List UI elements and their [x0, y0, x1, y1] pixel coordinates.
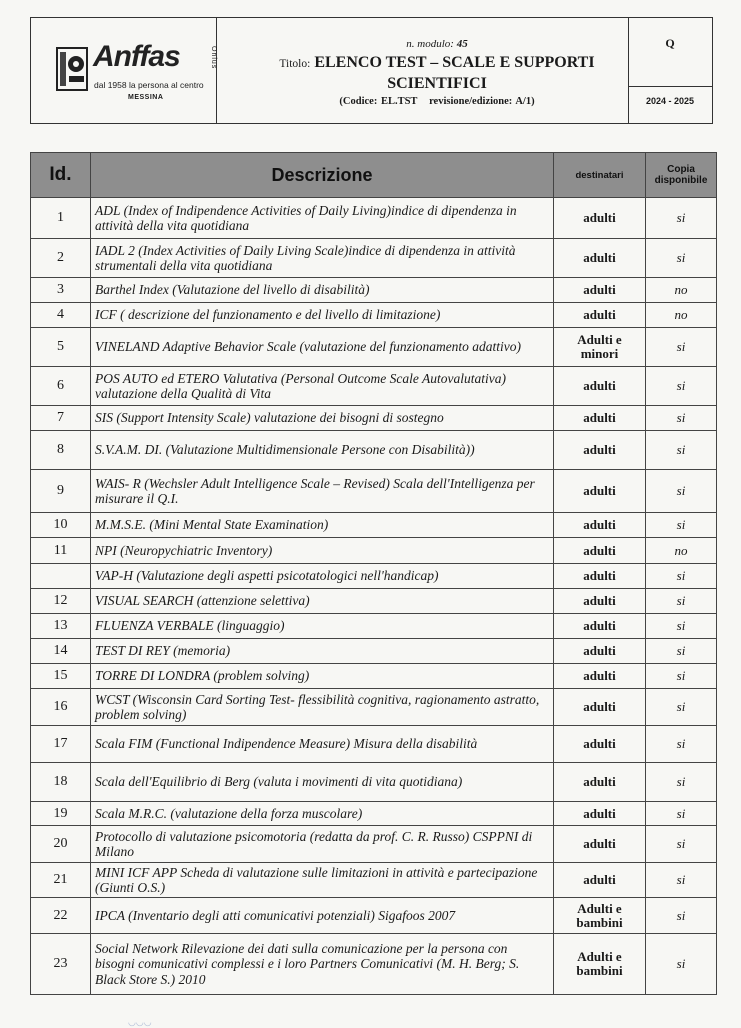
row-description: IPCA (Inventario degli atti comunicativi potenziali) Sigafoos 2007: [91, 898, 554, 934]
logo-brand-text: Anffas: [93, 40, 180, 73]
row-recipients: adulti: [554, 826, 646, 863]
row-id: 1: [31, 198, 91, 239]
row-copy-available: si: [646, 406, 717, 431]
row-copy-available: si: [646, 664, 717, 689]
table-row: [31, 303, 717, 328]
row-recipients: adulti: [554, 538, 646, 564]
logo-tagline: dal 1958 la persona al centro: [94, 80, 204, 90]
row-id: 15: [31, 664, 91, 689]
row-copy-available: no: [646, 278, 717, 303]
row-id: 21: [31, 863, 91, 898]
row-copy-available: si: [646, 564, 717, 589]
row-recipients: adulti: [554, 303, 646, 328]
row-description: WAIS- R (Wechsler Adult Intelligence Scale – Revised) Scala dell'Intelligenza per misurare il Q.I.: [91, 470, 554, 513]
row-recipients: adulti: [554, 278, 646, 303]
row-recipients: adulti: [554, 470, 646, 513]
column-header-id: Id.: [31, 153, 91, 198]
table-row: [31, 689, 717, 726]
row-id: 10: [31, 513, 91, 538]
row-recipients: adulti: [554, 406, 646, 431]
row-description: Scala dell'Equilibrio di Berg (valuta i movimenti di vita quotidiana): [91, 763, 554, 802]
row-description: M.M.S.E. (Mini Mental State Examination): [91, 513, 554, 538]
table-row: [31, 198, 717, 239]
table-row: [31, 431, 717, 470]
row-recipients: adulti: [554, 802, 646, 826]
table-row: [31, 639, 717, 664]
row-id: 22: [31, 898, 91, 934]
row-recipients: adulti: [554, 863, 646, 898]
table-row: [31, 589, 717, 614]
row-description: Scala FIM (Functional Indipendence Measure) Misura della disabilità: [91, 726, 554, 763]
title-line-2: SCIENTIFICI: [387, 75, 487, 92]
row-recipients: adulti: [554, 726, 646, 763]
logo-onlus-text: Onlus: [210, 46, 217, 70]
row-description: Barthel Index (Valutazione del livello di disabilità): [91, 278, 554, 303]
row-copy-available: si: [646, 802, 717, 826]
row-description: SIS (Support Intensity Scale) valutazione dei bisogni di sostegno: [91, 406, 554, 431]
row-description: VISUAL SEARCH (attenzione selettiva): [91, 589, 554, 614]
row-copy-available: si: [646, 431, 717, 470]
row-copy-available: si: [646, 589, 717, 614]
document-title: [246, 53, 628, 93]
table-row: [31, 406, 717, 431]
row-recipients: adulti: [554, 513, 646, 538]
row-description: VINELAND Adaptive Behavior Scale (valutazione del funzionamento adattivo): [91, 328, 554, 367]
row-recipients: adulti: [554, 431, 646, 470]
row-description: IADL 2 (Index Activities of Daily Living Scale)indice di dipendenza in attività strumentali della vita quotidiana: [91, 239, 554, 278]
row-id: 7: [31, 406, 91, 431]
row-recipients: adulti: [554, 198, 646, 239]
row-id: 8: [31, 431, 91, 470]
table-row: [31, 826, 717, 863]
table-header-row: [31, 153, 717, 198]
row-description: FLUENZA VERBALE (linguaggio): [91, 614, 554, 639]
row-copy-available: si: [646, 328, 717, 367]
row-recipients: adulti: [554, 589, 646, 614]
row-copy-available: si: [646, 898, 717, 934]
year-cell: 2024 - 2025: [645, 96, 695, 106]
row-id: 9: [31, 470, 91, 513]
row-id: 3: [31, 278, 91, 303]
row-id: 17: [31, 726, 91, 763]
row-recipients: adulti: [554, 239, 646, 278]
row-recipients: adulti: [554, 689, 646, 726]
row-id: 4: [31, 303, 91, 328]
q-cell: Q: [665, 36, 675, 50]
table-row: [31, 564, 717, 589]
module-number: [246, 38, 628, 50]
test-list-table: [30, 152, 717, 995]
row-copy-available: si: [646, 470, 717, 513]
anffas-logo: [56, 42, 246, 114]
row-id: 16: [31, 689, 91, 726]
column-header-copy: Copia disponibile: [646, 153, 717, 198]
row-copy-available: si: [646, 239, 717, 278]
code-text: (Codice: EL.TST: [339, 96, 418, 107]
document-header: [30, 17, 713, 124]
logo-emblem-icon: [56, 46, 88, 92]
table-row: [31, 367, 717, 406]
document-code: [246, 96, 628, 107]
row-copy-available: si: [646, 367, 717, 406]
column-header-recipients: destinatari: [554, 153, 646, 198]
row-id: 12: [31, 589, 91, 614]
row-recipients: adulti: [554, 367, 646, 406]
row-id: [31, 564, 91, 589]
row-description: POS AUTO ed ETERO Valutativa (Personal Outcome Scale Autovalutativa) valutazione della Qualità di Vita: [91, 367, 554, 406]
row-copy-available: si: [646, 513, 717, 538]
row-description: Scala M.R.C. (valutazione della forza muscolare): [91, 802, 554, 826]
row-copy-available: si: [646, 689, 717, 726]
table-row: [31, 328, 717, 367]
row-recipients: Adulti e bambini: [554, 934, 646, 995]
table-row: [31, 239, 717, 278]
title-line-1: ELENCO TEST – SCALE E SUPPORTI: [314, 54, 595, 71]
table-row: [31, 470, 717, 513]
table-row: [31, 278, 717, 303]
row-copy-available: si: [646, 198, 717, 239]
row-id: 5: [31, 328, 91, 367]
row-description: VAP-H (Valutazione degli aspetti psicotatologici nell'handicap): [91, 564, 554, 589]
row-recipients: Adulti e bambini: [554, 898, 646, 934]
row-description: TORRE DI LONDRA (problem solving): [91, 664, 554, 689]
table-row: [31, 763, 717, 802]
table-row: [31, 802, 717, 826]
row-id: 19: [31, 802, 91, 826]
table-row: [31, 513, 717, 538]
row-copy-available: si: [646, 639, 717, 664]
row-id: 20: [31, 826, 91, 863]
logo-city: MESSINA: [128, 94, 164, 101]
row-id: 13: [31, 614, 91, 639]
row-recipients: adulti: [554, 564, 646, 589]
title-label: Titolo:: [279, 58, 311, 70]
row-description: WCST (Wisconsin Card Sorting Test- flessibilità cognitiva, ragionamento astratto, problem solving): [91, 689, 554, 726]
table-row: [31, 664, 717, 689]
row-copy-available: si: [646, 863, 717, 898]
row-description: Protocollo di valutazione psicomotoria (redatta da prof. C. R. Russo) CSPPNI di Milano: [91, 826, 554, 863]
header-divider: [628, 86, 712, 87]
module-label: n. modulo:: [406, 38, 454, 50]
column-header-description: Descrizione: [91, 153, 554, 198]
row-id: 14: [31, 639, 91, 664]
row-copy-available: si: [646, 763, 717, 802]
row-description: Social Network Rilevazione dei dati sulla comunicazione per la persona con bisogni comunicativi complessi e i loro Partners Comunicativi (M. H. Berg; S. Black Store S.) 2010: [91, 934, 554, 995]
revision-text: revisione/edizione: A/1): [429, 96, 535, 107]
row-description: NPI (Neuropychiatric Inventory): [91, 538, 554, 564]
header-divider: [628, 18, 629, 123]
row-copy-available: si: [646, 726, 717, 763]
table-row: [31, 934, 717, 995]
row-copy-available: si: [646, 934, 717, 995]
table-body: [31, 198, 717, 995]
row-id: 18: [31, 763, 91, 802]
row-copy-available: no: [646, 303, 717, 328]
row-description: TEST DI REY (memoria): [91, 639, 554, 664]
row-id: 11: [31, 538, 91, 564]
row-copy-available: si: [646, 614, 717, 639]
table-row: [31, 538, 717, 564]
table-row: [31, 863, 717, 898]
row-recipients: adulti: [554, 614, 646, 639]
row-description: ICF ( descrizione del funzionamento e del livello di limitazione): [91, 303, 554, 328]
row-id: 6: [31, 367, 91, 406]
row-recipients: Adulti e minori: [554, 328, 646, 367]
table-row: [31, 614, 717, 639]
table-row: [31, 898, 717, 934]
row-description: S.V.A.M. DI. (Valutazione Multidimensionale Persone con Disabilità)): [91, 431, 554, 470]
row-recipients: adulti: [554, 664, 646, 689]
table-row: [31, 726, 717, 763]
row-recipients: adulti: [554, 639, 646, 664]
row-copy-available: si: [646, 826, 717, 863]
row-id: 2: [31, 239, 91, 278]
row-recipients: adulti: [554, 763, 646, 802]
stamp-mark: ◡◡◡: [128, 1017, 152, 1027]
row-id: 23: [31, 934, 91, 995]
module-value: 45: [456, 38, 468, 50]
row-copy-available: no: [646, 538, 717, 564]
row-description: ADL (Index of Indipendence Activities of Daily Living)indice di dipendenza in attività della vita quotidiana: [91, 198, 554, 239]
row-description: MINI ICF APP Scheda di valutazione sulle limitazioni in attività e partecipazione (Giunti O.S.): [91, 863, 554, 898]
